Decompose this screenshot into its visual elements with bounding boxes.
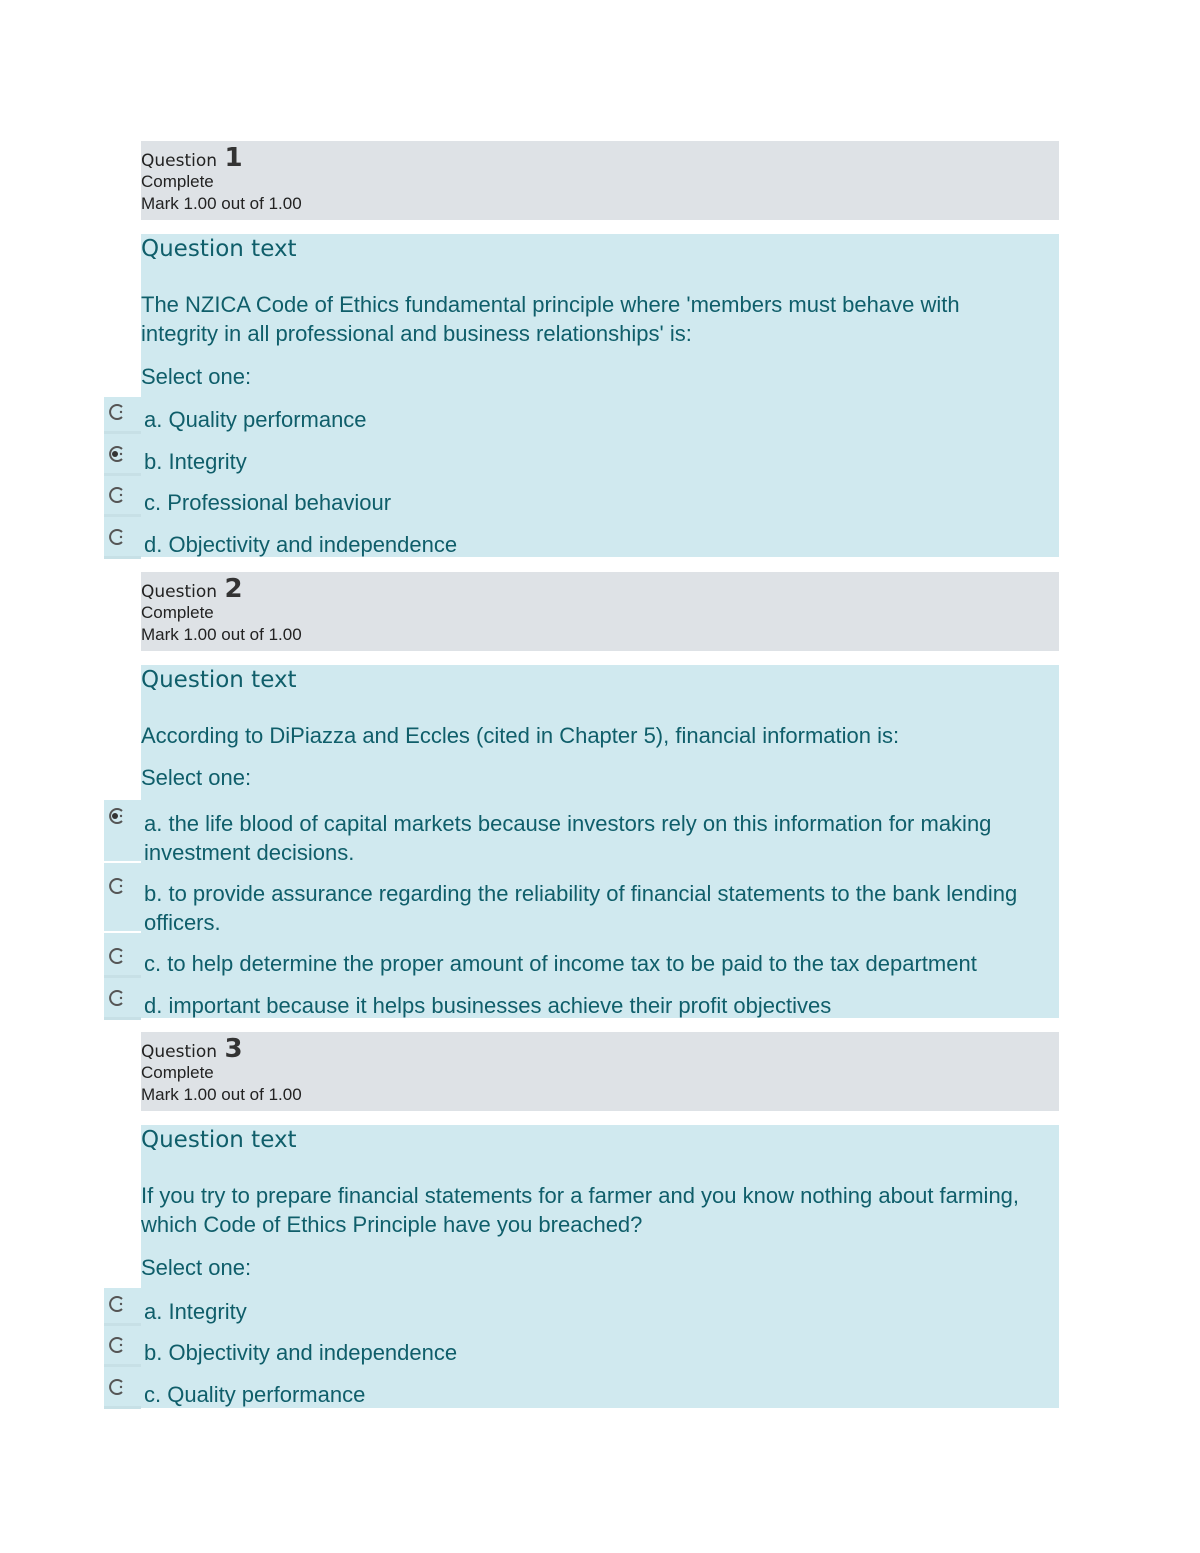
select-one-prompt: Select one: <box>141 1255 252 1280</box>
radio-unchecked-icon[interactable] <box>107 947 125 965</box>
question-state: Complete <box>141 1063 214 1082</box>
select-one-prompt: Select one: <box>141 765 252 790</box>
radio-unchecked-icon[interactable] <box>107 1295 125 1313</box>
answer-label[interactable]: b. Integrity <box>144 449 247 474</box>
answer-gutter <box>104 800 141 1018</box>
question-number: 3 <box>224 1034 243 1064</box>
radio-unchecked-icon[interactable] <box>107 403 125 421</box>
question-grade: Mark 1.00 out of 1.00 <box>141 625 302 644</box>
radio-unchecked-icon[interactable] <box>107 989 125 1007</box>
answer-label[interactable]: a. Integrity <box>144 1299 247 1324</box>
answer-label[interactable]: a. the life blood of capital markets because investors rely on this information for making investment decisions. <box>144 811 992 865</box>
question-info-1 <box>141 141 1059 220</box>
radio-checked-icon[interactable] <box>107 807 125 825</box>
question-label: Question <box>141 1042 218 1062</box>
radio-checked-icon[interactable] <box>107 445 125 463</box>
question-info-2 <box>141 572 1059 651</box>
question-text-heading: Question text <box>141 236 297 262</box>
radio-unchecked-icon[interactable] <box>107 528 125 546</box>
answer-label[interactable]: d. important because it helps businesses achieve their profit objectives <box>144 993 832 1018</box>
answer-label[interactable]: c. to help determine the proper amount of income tax to be paid to the tax department <box>144 951 977 976</box>
radio-unchecked-icon[interactable] <box>107 486 125 504</box>
question-state: Complete <box>141 603 214 622</box>
question-number: 1 <box>224 143 243 173</box>
answer-label[interactable]: d. Objectivity and independence <box>144 532 458 557</box>
question-state: Complete <box>141 172 214 191</box>
radio-unchecked-icon[interactable] <box>107 877 125 895</box>
question-label: Question <box>141 582 218 602</box>
question-text: The NZICA Code of Ethics fundamental principle where 'members must behave with integrity in all professional and business relationships' is: <box>141 292 960 346</box>
answer-label[interactable]: b. Objectivity and independence <box>144 1340 458 1365</box>
question-grade: Mark 1.00 out of 1.00 <box>141 194 302 213</box>
question-text-heading: Question text <box>141 667 297 693</box>
question-info-3 <box>141 1032 1059 1111</box>
question-number: 2 <box>224 574 243 604</box>
answer-label[interactable]: a. Quality performance <box>144 407 367 432</box>
question-text-heading: Question text <box>141 1127 297 1153</box>
answer-label[interactable]: c. Professional behaviour <box>144 490 392 515</box>
radio-unchecked-icon[interactable] <box>107 1336 125 1354</box>
question-text: According to DiPiazza and Eccles (cited in Chapter 5), financial information is: <box>141 723 900 748</box>
answer-label[interactable]: c. Quality performance <box>144 1382 366 1407</box>
select-one-prompt: Select one: <box>141 364 252 389</box>
question-text: If you try to prepare financial statements for a farmer and you know nothing about farming, which Code of Ethics Principle have you breached? <box>141 1183 1020 1237</box>
question-grade: Mark 1.00 out of 1.00 <box>141 1085 302 1104</box>
answer-label[interactable]: b. to provide assurance regarding the reliability of financial statements to the bank lending officers. <box>144 881 1018 935</box>
radio-unchecked-icon[interactable] <box>107 1378 125 1396</box>
question-label: Question <box>141 151 218 171</box>
